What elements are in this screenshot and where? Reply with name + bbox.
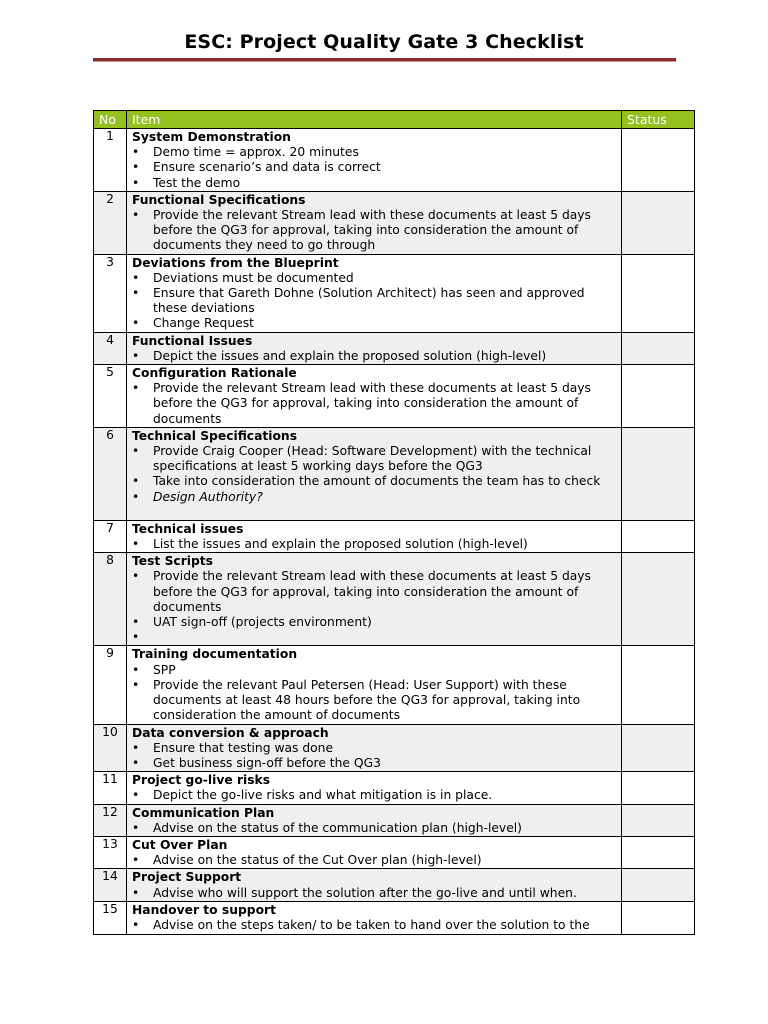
item-title: System Demonstration [132, 130, 291, 144]
row-number: 8 [94, 553, 127, 646]
bullet-item: • Ensure scenario’s and data is correct [132, 160, 616, 175]
bullet-item: • Design Authority? [132, 490, 616, 505]
item-title: Training documentation [132, 647, 298, 662]
row-item [127, 191, 622, 254]
bullet-item: • Depict the go-live risks and what mitigation is in place. [132, 788, 616, 803]
row-number: 4 [94, 332, 127, 364]
table-row [94, 427, 695, 520]
item-bullets [132, 381, 616, 427]
row-status-cell[interactable] [622, 427, 695, 520]
item-bullets [132, 788, 616, 803]
table-row [94, 365, 695, 428]
item-title: Functional Issues [132, 333, 253, 348]
table-row [94, 772, 695, 804]
bullet-item [132, 630, 616, 645]
table-row [94, 901, 695, 934]
bullet-item: • SPP [132, 663, 616, 678]
item-bullets [132, 918, 616, 933]
item-title: Functional Specifications [132, 192, 306, 207]
row-item [127, 772, 622, 804]
row-number: 3 [94, 254, 127, 332]
title-divider [93, 58, 676, 62]
row-status-cell[interactable] [622, 804, 695, 836]
bullet-item: • Deviations must be documented [132, 271, 616, 286]
item-title: Configuration Rationale [132, 366, 297, 381]
row-item [127, 427, 622, 520]
item-bullets [132, 349, 616, 364]
bullet-item: • List the issues and explain the proposed solution (high-level) [132, 537, 616, 552]
row-item [127, 365, 622, 428]
bullet-item: • Ensure that Gareth Dohne (Solution Architect) has seen and approved these deviations [132, 286, 616, 316]
item-bullets [132, 886, 616, 901]
item-title: Technical issues [132, 521, 244, 536]
row-number: 13 [94, 836, 127, 868]
bullet-item: • Provide the relevant Stream lead with these documents at least 5 days before the QG3 for approval, taking into consideration the amount of documents [132, 381, 616, 427]
header-no: No [94, 111, 127, 129]
checklist-table [93, 110, 695, 935]
table-header-row [94, 111, 695, 129]
bullet-item: • Provide the relevant Stream lead with these documents at least 5 days before the QG3 for approval, taking into consideration the amount of documents they need to go through [132, 208, 616, 254]
row-status-cell[interactable] [622, 191, 695, 254]
row-status-cell[interactable] [622, 724, 695, 772]
table-row [94, 129, 695, 192]
row-item [127, 553, 622, 646]
item-bullets [132, 741, 616, 771]
table-row [94, 332, 695, 364]
item-title: Test Scripts [132, 554, 213, 569]
row-number: 9 [94, 646, 127, 724]
table-row [94, 869, 695, 901]
item-title: Project go-live risks [132, 773, 271, 788]
table-row [94, 254, 695, 332]
row-status-cell[interactable] [622, 869, 695, 901]
header-item: Item [127, 111, 622, 129]
item-title: Project Support [132, 870, 242, 885]
header-status: Status [622, 111, 695, 129]
bullet-item: • Provide Craig Cooper (Head: Software Development) with the technical specifications at least 5 working days before the QG3 [132, 444, 616, 474]
row-number: 15 [94, 901, 127, 934]
row-number: 5 [94, 365, 127, 428]
bullet-item: • Change Request [132, 316, 616, 331]
row-status-cell[interactable] [622, 836, 695, 868]
row-item [127, 836, 622, 868]
item-bullets [132, 569, 616, 645]
table-row [94, 724, 695, 772]
table-row [94, 191, 695, 254]
row-item [127, 804, 622, 836]
item-bullets [132, 444, 616, 505]
row-number: 1 [94, 129, 127, 192]
row-item [127, 254, 622, 332]
bullet-item: • Ensure that testing was done [132, 741, 616, 756]
table-row [94, 520, 695, 552]
row-number: 7 [94, 520, 127, 552]
bullet-item: • UAT sign-off (projects environment) [132, 615, 616, 630]
bullet-item: • Advise on the status of the Cut Over plan (high-level) [132, 853, 616, 868]
item-bullets [132, 853, 616, 868]
bullet-item: • Advise on the steps taken/ to be taken to hand over the solution to the [132, 918, 616, 933]
row-status-cell[interactable] [622, 129, 695, 192]
row-status-cell[interactable] [622, 520, 695, 552]
row-number: 6 [94, 427, 127, 520]
document-title: ESC: Project Quality Gate 3 Checklist [184, 31, 584, 53]
row-item [127, 332, 622, 364]
row-item [127, 129, 622, 192]
bullet-item: • Demo time = approx. 20 minutes [132, 145, 616, 160]
item-title: Data conversion & approach [132, 725, 329, 740]
table-row [94, 804, 695, 836]
row-status-cell[interactable] [622, 553, 695, 646]
item-bullets [132, 537, 616, 552]
item-bullets [132, 208, 616, 254]
row-status-cell[interactable] [622, 332, 695, 364]
table-row [94, 836, 695, 868]
row-status-cell[interactable] [622, 254, 695, 332]
row-item [127, 869, 622, 901]
row-status-cell[interactable] [622, 901, 695, 934]
item-title: Technical Specifications [132, 428, 298, 443]
row-number: 2 [94, 191, 127, 254]
row-number: 10 [94, 724, 127, 772]
item-bullets [132, 145, 616, 191]
row-item [127, 646, 622, 724]
row-number: 14 [94, 869, 127, 901]
row-number: 11 [94, 772, 127, 804]
row-status-cell[interactable] [622, 646, 695, 724]
row-status-cell[interactable] [622, 772, 695, 804]
item-title: Deviations from the Blueprint [132, 255, 339, 270]
bullet-item: • Depict the issues and explain the proposed solution (high-level) [132, 349, 616, 364]
row-item [127, 901, 622, 934]
bullet-item: • Provide the relevant Paul Petersen (Head: User Support) with these documents at least 48 hours before the QG3 for approval, taking into consideration the amount of documents [132, 678, 616, 724]
item-title: Cut Over Plan [132, 837, 228, 852]
table-row [94, 553, 695, 646]
item-bullets [132, 821, 616, 836]
row-number: 12 [94, 804, 127, 836]
row-item [127, 520, 622, 552]
bullet-item: • Advise on the status of the communication plan (high-level) [132, 821, 616, 836]
bullet-item: • Get business sign-off before the QG3 [132, 756, 616, 771]
table-row [94, 646, 695, 724]
bullet-item: • Test the demo [132, 176, 616, 191]
item-title: Handover to support [132, 902, 276, 917]
row-status-cell[interactable] [622, 365, 695, 428]
bullet-item: • Provide the relevant Stream lead with these documents at least 5 days before the QG3 for approval, taking into consideration the amount of documents [132, 569, 616, 615]
item-title: Communication Plan [132, 805, 275, 820]
item-bullets [132, 271, 616, 332]
item-bullets [132, 663, 616, 724]
bullet-item: • Advise who will support the solution after the go-live and until when. [132, 886, 616, 901]
row-item [127, 724, 622, 772]
bullet-item: • Take into consideration the amount of documents the team has to check [132, 474, 616, 489]
